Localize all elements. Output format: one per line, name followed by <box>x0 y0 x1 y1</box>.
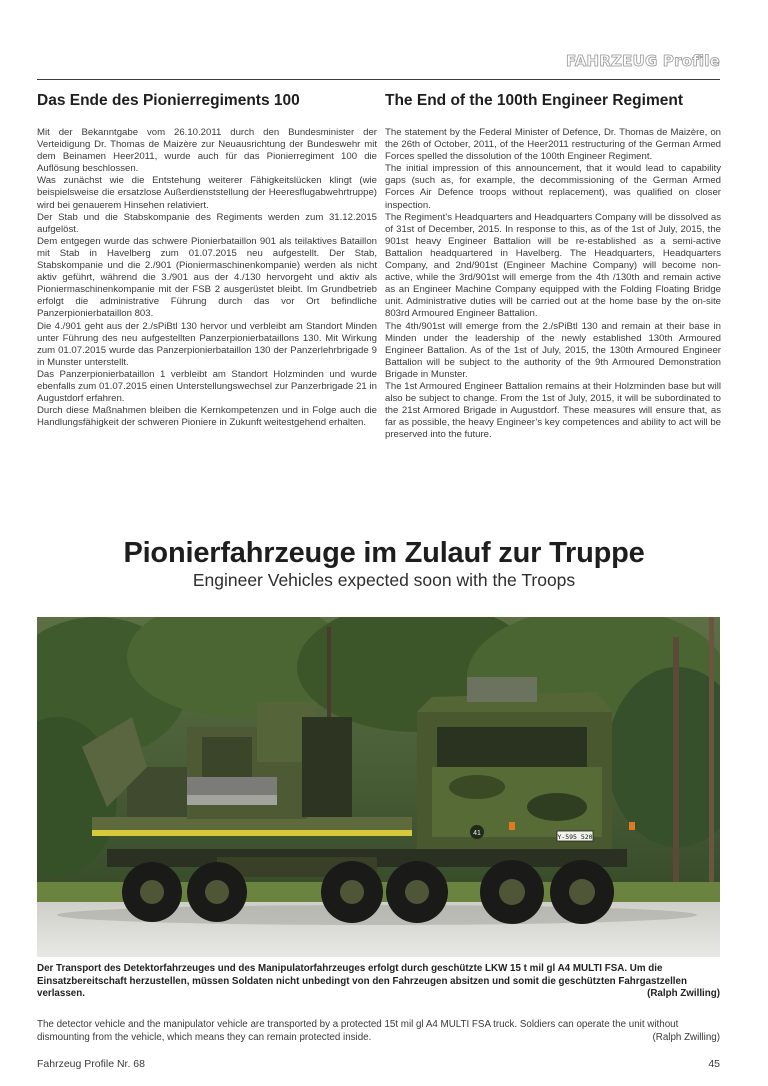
page-number: 45 <box>708 1058 720 1070</box>
article-english-paragraph: The 4th/901st will emerge from the 2./sPiBtl 130 and remain at their base in Minden under the leadership of the newly established 130th Armoured Engineer Battalion. As of the 1st of July, 2015, the 130th Armoured Engineer Battalion will be subject to the authority of the 9th Armoured Demonstration Brigade in Munster. <box>385 320 721 380</box>
caption-german-text: Der Transport des Detektorfahrzeuges und des Manipulatorfahrzeuges erfolgt durch geschützte LKW 15 t mil gl A4 MULTI FSA. Um die Einsatzbereitschaft herzustellen, müssen Soldaten nicht unbedingt von den Fahrzeugen absitzen und somit die geschützten Fahrgastzellen verlassen. <box>37 963 687 1000</box>
brand-name: FAHRZEUG <box>566 52 658 70</box>
article-german-paragraph: Dem entgegen wurde das schwere Pionierbataillon 901 als teilaktives Bataillon mit Stab in Havelberg zum 01.07.2015 neu aufgestellt. Der Stab, Stabskompanie und die 2./901 (Pioniermaschinenkompanie) werden als nicht aktiv geführt, während die 3./901 aus der 4./130 hervorgeht und aktiv als Pioniermaschinenkompanie mit der FSB 2 ausgerüstet bleibt. Im Grundbetrieb erfolgt die administrative Führung durch das vor Ort befindliche Panzerpionierbataillon 803. <box>37 235 377 320</box>
header-divider <box>37 79 720 80</box>
caption-english-text: The detector vehicle and the manipulator vehicle are transported by a protected 15t mil gl A4 MULTI FSA truck. Soldiers can operate the unit without dismounting from the vehicle, which means they can remain protected inside. <box>37 1019 679 1043</box>
article-german-title: Das Ende des Pionierregiments 100 <box>37 92 300 109</box>
article-german-paragraph: Mit der Bekanntgabe vom 26.10.2011 durch den Bundesminister der Verteidigung Dr. Thomas de Maizère zur Neuausrichtung der Bundeswehr mit dem Beinamen Heer2011, wurde auch für das Pionierregiment 100 die Auflösung beschlossen. <box>37 127 377 175</box>
vehicle-marking: 41 <box>473 830 481 837</box>
article-german-paragraph: Das Panzerpionierbataillon 1 verbleibt am Standort Holzminden und wurde ebenfalls zum 01.07.2015 einen Unterstellungswechsel zur Panzerbrigade 21 in Augustdorf erfahren. <box>37 368 377 405</box>
brand-sub: Profile <box>662 52 720 70</box>
caption-german <box>37 963 720 1001</box>
article-english-paragraph: The Regiment’s Headquarters and Headquarters Company will be dissolved as of 31st of December, 2015. In response to this, as of the 1st of July, 2015, the 901st heavy Engineer Battalion will be re-established as a semi-active Battalion headquartered in Havelberg. The Headquarters, Headquarters Company, and 2nd/901st (Engineer Machine Company) will become non-active, while the 3rd/901st will emerge from the 4th /130th and remain active as an Engineer Machine Company equipped with the Folding Floating Bridge unit. Administrative duties will be carried out at the home base by the on-site 803rd Armoured Engineer Battalion. <box>385 211 721 320</box>
article-english-paragraph: The initial impression of this announcement, that it would lead to capability gaps (such as, for example, the decommissioning of the German Armed Forces Air Defence troops without replacement), was qualified on closer inspection. <box>385 163 721 211</box>
article-german <box>37 92 377 429</box>
article-english <box>385 92 721 441</box>
article-english-title: The End of the 100th Engineer Regiment <box>385 92 683 109</box>
article-german-paragraph: Die 4./901 geht aus der 2./sPiBtl 130 hervor und verbleibt am Standort Minden unter Führung des neu aufgestellten Panzerpionierbataillons 130. Mit Wirkung zum 01.07.2015 wurde das Panzerpionierbataillon 130 der Panzerlehrbrigade 9 in Munster unterstellt. <box>37 320 377 368</box>
license-plate: Y-595 520 <box>557 833 593 841</box>
caption-english <box>37 1019 720 1044</box>
truck-illustration <box>37 617 720 957</box>
feature-subtitle: Engineer Vehicles expected soon with the Troops <box>192 570 576 590</box>
article-english-paragraph: The statement by the Federal Minister of Defence, Dr. Thomas de Maizère, on the 26th of October, 2011, of the Heer2011 restructuring of the German Armed Forces spelled the dissolution of the 100th Engineer Regiment. <box>385 127 721 163</box>
article-english-paragraph: The 1st Armoured Engineer Battalion remains at their Holzminden base but will also be subject to change. From the 1st of July, 2015, it will be subordinated to the 21st Armored Brigade in Augustdorf. These measures will ensure that, as far as possible, the heavy Engineer’s key competences and ability to act will be preserved into the future. <box>385 380 721 441</box>
article-german-paragraph: Durch diese Maßnahmen bleiben die Kernkompetenzen und in Folge auch die Handlungsfähigkeit der schweren Pioniere in Zukunft weitestgehend erhalten. <box>37 405 377 429</box>
vehicle-photo <box>37 617 720 957</box>
photo-credit: (Ralph Zwilling) <box>647 988 720 1000</box>
article-german-paragraph: Was zunächst wie die Entstehung weiterer Fähigkeitslücken klingt (wie beispielsweise die ersatzlose Außerdienststellung der Heeresflugabwehrtruppe) wird bei genauerem Hinsehen relativiert. <box>37 175 377 211</box>
article-german-paragraph: Der Stab und die Stabskompanie des Regiments werden zum 31.12.2015 aufgelöst. <box>37 211 377 235</box>
feature-title: Pionierfahrzeuge im Zulauf zur Truppe <box>123 537 645 569</box>
photo-credit: (Ralph Zwilling) <box>652 1031 720 1043</box>
footer-publication: Fahrzeug Profile Nr. 68 <box>37 1058 145 1070</box>
magazine-brand <box>566 52 720 70</box>
